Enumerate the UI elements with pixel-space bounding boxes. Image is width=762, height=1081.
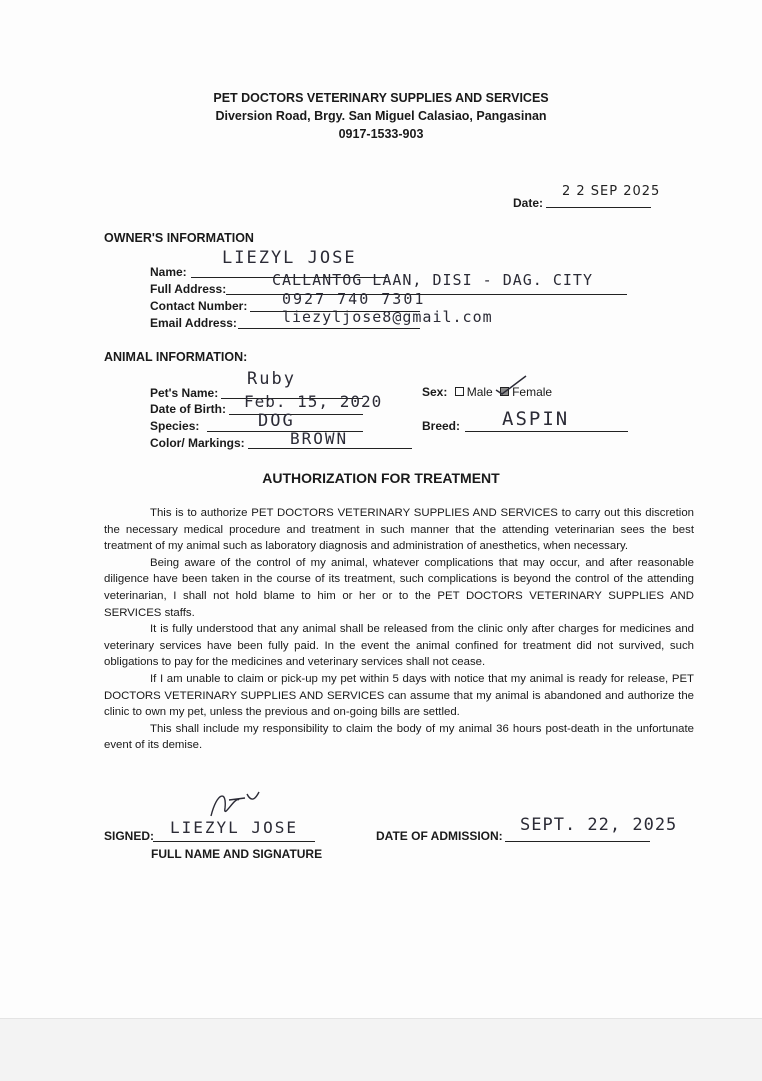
owner-email-label: Email Address:: [150, 316, 237, 330]
scan-background: [0, 1018, 762, 1081]
color-line: [248, 448, 412, 449]
sex-label: Sex:: [422, 385, 448, 399]
sex-female-label: Female: [512, 385, 553, 399]
date-value[interactable]: 2 2 SEP 2025: [562, 184, 661, 199]
paragraph-3: It is fully understood that any animal shall be released from the clinic only after charges for medicines and veterinary services have been fully paid. In the event the animal confined for treatment did not survived, such obligations to pay for the medicines and veterinary services shall not cease.: [104, 623, 694, 669]
owner-address-value[interactable]: CALLANTOG LAAN, DISI - DAG. CITY: [272, 271, 593, 289]
signed-label: SIGNED:: [104, 829, 155, 843]
owner-name-value[interactable]: LIEZYL JOSE: [222, 248, 357, 268]
checkmark-icon: [494, 374, 528, 396]
dob-line: [229, 414, 363, 415]
authorization-title: AUTHORIZATION FOR TREATMENT: [262, 470, 500, 486]
owner-email-value[interactable]: liezyljose8@gmail.com: [282, 308, 493, 326]
sex-male-label: Male: [466, 385, 493, 399]
color-label: Color/ Markings:: [150, 436, 245, 450]
pet-name-value[interactable]: Ruby: [247, 369, 296, 389]
admission-label: DATE OF ADMISSION:: [376, 829, 503, 843]
company-address: Diversion Road, Brgy. San Miguel Calasiao, Pangasinan: [215, 109, 547, 123]
signed-line: [153, 841, 315, 842]
species-value[interactable]: DOG: [258, 411, 295, 431]
owner-address-label: Full Address:: [150, 282, 227, 296]
breed-value[interactable]: ASPIN: [502, 408, 570, 430]
signed-value[interactable]: LIEZYL JOSE: [170, 818, 298, 837]
authorization-body: [104, 505, 694, 754]
owner-email-line: [238, 328, 420, 329]
date-label: Date:: [513, 196, 544, 210]
breed-line: [465, 431, 628, 432]
paragraph-4: If I am unable to claim or pick-up my pet within 5 days with notice that my animal is ready for release, PET DOCTORS VETERINARY SUPPLIES AND SERVICES can assume that my animal is abandoned and authorize the clinic to own my pet, unless the previous and on-going bills are settled.: [104, 672, 694, 719]
breed-label: Breed:: [422, 419, 461, 433]
paragraph-1: This is to authorize PET DOCTORS VETERINARY SUPPLIES AND SERVICES to carry out this discretion the necessary medical procedure and treatment in such manner that the attending veterinarian sees the best treatment of my animal such as laboratory diagnosis and administration of anesthetics, when necessary.: [104, 507, 694, 553]
owner-contact-value[interactable]: 0927 740 7301: [282, 290, 426, 308]
species-label: Species:: [150, 419, 200, 433]
owner-section-title: OWNER'S INFORMATION: [104, 231, 254, 245]
paragraph-2: Being aware of the control of my animal, whatever complications that may occur, and after reasonable diligence have been taken in the course of its treatment, such complications is beyond the control of the attending veterinarian, I shall not hold blame to him or her or to the PET DOCTORS VETERINARY SUPPLIES AND SERVICES staffs.: [104, 556, 694, 619]
owner-contact-label: Contact Number:: [150, 299, 248, 313]
date-line: [546, 207, 651, 208]
owner-name-label: Name:: [150, 265, 187, 279]
signature-caption: FULL NAME AND SIGNATURE: [151, 847, 323, 861]
paragraph-5: This shall include my responsibility to claim the body of my animal 36 hours post-death in the unfortunate event of its demise.: [104, 722, 694, 752]
animal-section-title: ANIMAL INFORMATION:: [104, 350, 248, 364]
admission-value[interactable]: SEPT. 22, 2025: [520, 815, 678, 835]
dob-value[interactable]: Feb. 15, 2020: [244, 392, 383, 411]
company-phone: 0917-1533-903: [338, 127, 424, 141]
color-value[interactable]: BROWN: [290, 429, 349, 448]
company-name: PET DOCTORS VETERINARY SUPPLIES AND SERVICES: [213, 91, 549, 105]
sex-male-checkbox[interactable]: [455, 387, 464, 396]
pet-name-label: Pet's Name:: [150, 386, 219, 400]
sex-group: [422, 385, 552, 399]
dob-label: Date of Birth:: [150, 402, 226, 416]
admission-line: [505, 841, 650, 842]
